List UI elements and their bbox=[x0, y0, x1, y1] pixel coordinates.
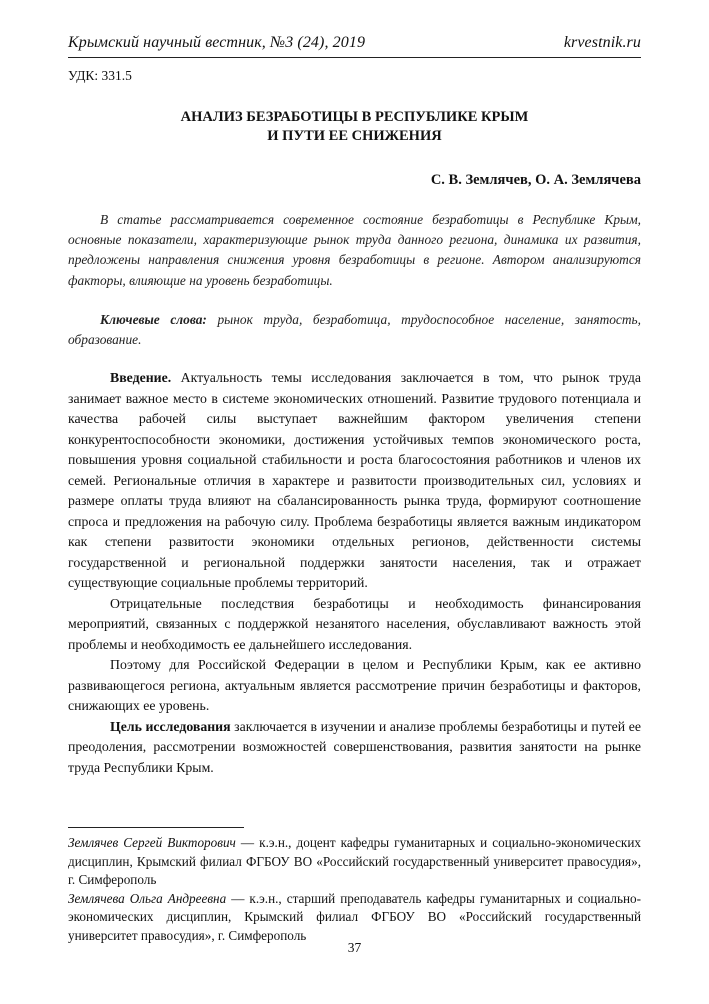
footnote-author-1 bbox=[68, 834, 641, 890]
intro-label: Введение. bbox=[110, 370, 172, 385]
udk-code: УДК: 331.5 bbox=[68, 68, 132, 83]
footnote-2-name: Землячева Ольга Андреевна bbox=[68, 890, 227, 906]
footnotes bbox=[68, 834, 641, 946]
body-paragraph-2: Отрицательные последствия безработицы и необходимость финансирования мероприятий, связанных с поддержкой незанятого населения, обуславливают важность этой проблемы и необходимость ее дальнейшего исследования. bbox=[68, 595, 641, 652]
article-title bbox=[68, 108, 641, 146]
footnote-author-2 bbox=[68, 890, 641, 946]
goal-paragraph bbox=[68, 717, 641, 779]
page-number: 37 bbox=[347, 940, 362, 955]
goal-text: заключается в изучении и анализе проблемы безработицы и путей ее преодоления, рассмотрении возможностей совершенствования, развития занятости на рынке труда Республики Крым. bbox=[68, 718, 641, 775]
footnote-rule bbox=[68, 827, 244, 828]
header-rule bbox=[68, 57, 641, 58]
title-line-1: АНАЛИЗ БЕЗРАБОТИЦЫ В РЕСПУБЛИКЕ КРЫМ bbox=[180, 109, 529, 125]
intro-text: Актуальность темы исследования заключается в том, что рынок труда занимает важное место в системе экономических отношений. Развитие трудового потенциала и качества рабочей силы выступает важнейшим фактором увеличения степени конкурентоспособности экономики, достижения устойчивых темпов экономического роста, повышения уровня социальной стабильности и роста благосостояния работников и членов их семей. Региональные отличия в характере и развитости производительных сил, условиях и размере оплаты труда влияют на сбалансированность рынка труда, формируют соотношение спроса и предложения на рабочую силу. Проблема безработицы является важным индикатором как степени развитости экономики отдельных регионов, действенности системы государственной и региональной поддержки занятости населения, так и отражает существующие социальные проблемы территорий. bbox=[68, 370, 641, 590]
journal-name: Крымский научный вестник, №3 (24), 2019 bbox=[68, 34, 366, 51]
keywords-text: рынок труда, безработица, трудоспособное население, занятость, образование. bbox=[68, 312, 641, 348]
body-paragraph-3: Поэтому для Российской Федерации в целом и Республики Крым, как ее активно развивающегося региона, актуальным является рассмотрение причин безработицы и факторов, снижающих ее уровень. bbox=[68, 657, 641, 713]
keywords-label: Ключевые слова: bbox=[100, 312, 207, 327]
article-body bbox=[68, 368, 641, 778]
goal-label: Цель исследования bbox=[110, 718, 231, 734]
running-header bbox=[68, 34, 641, 52]
title-line-2: И ПУТИ ЕЕ СНИЖЕНИЯ bbox=[267, 128, 442, 144]
journal-site-link[interactable]: krvestnik.ru bbox=[563, 34, 641, 51]
footnote-1-name: Землячев Сергей Викторович bbox=[68, 835, 236, 850]
article-authors: С. В. Землячев, О. А. Землячева bbox=[430, 172, 641, 188]
keywords bbox=[68, 310, 641, 350]
footnote-1-text: — к.э.н., доцент кафедры гуманитарных и социально-экономических дисциплин, Крымский филиал ФГБОУ ВО «Российский государственный университет правосудия», г. Симферополь bbox=[68, 835, 641, 888]
abstract: В статье рассматривается современное состояние безработицы в Республике Крым, основные показатели, характеризующие рынок труда данного региона, динамика их развития, предложены направления снижения уровня безработицы в регионе. Автором анализируются факторы, влияющие на уровень безработицы. bbox=[68, 212, 641, 288]
footnote-2-text: — к.э.н., старший преподаватель кафедры гуманитарных и социально-экономических дисциплин, Крымский филиал ФГБОУ ВО «Российский государственный университет правосудия», г. Симферополь bbox=[68, 890, 642, 943]
intro-paragraph bbox=[68, 368, 641, 594]
